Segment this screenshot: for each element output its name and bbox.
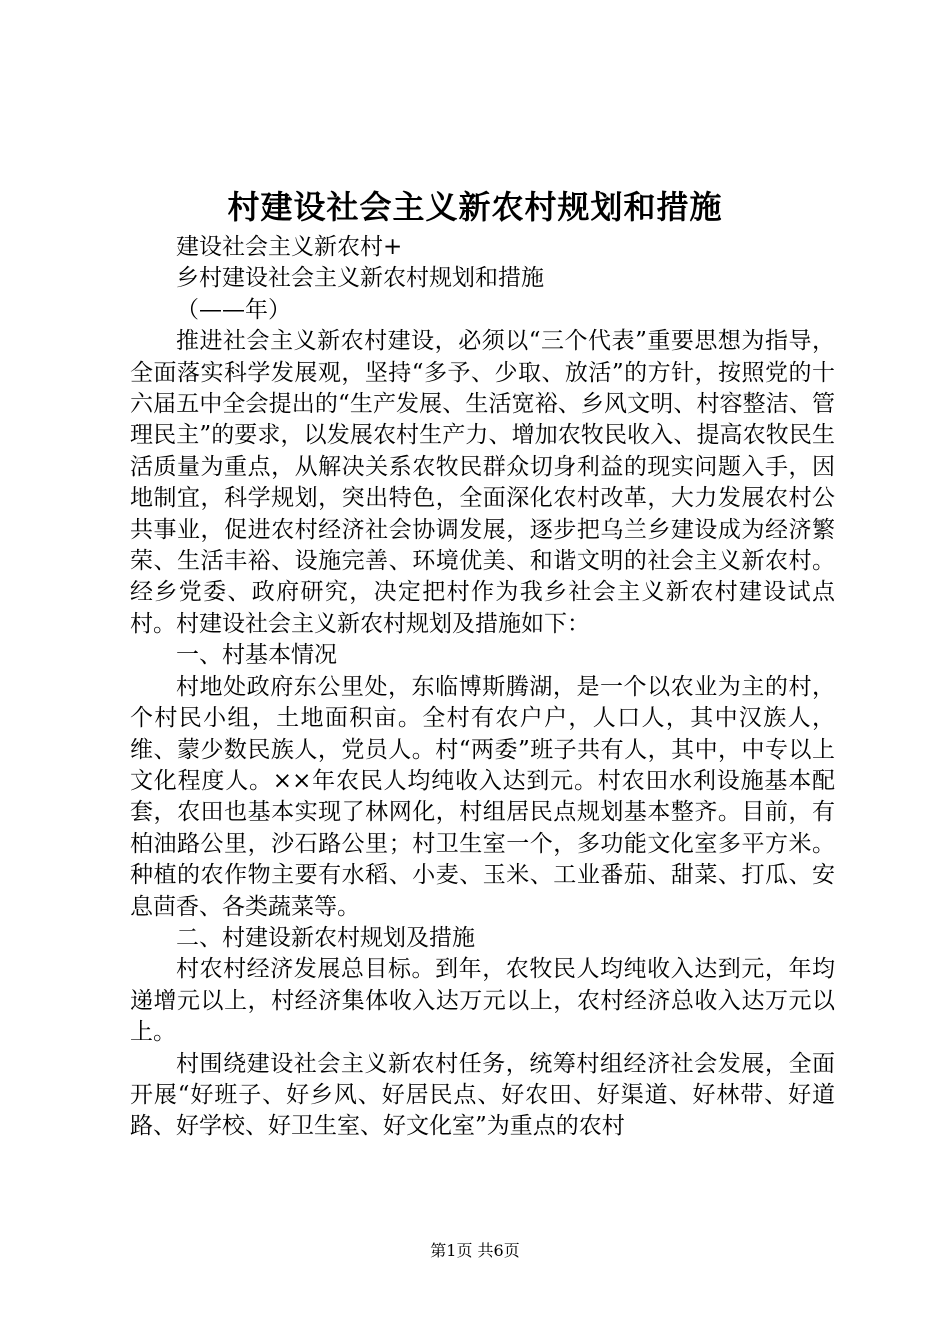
paragraph-tasks: 村围绕建设社会主义新农村任务，统筹村组经济社会发展，全面开展“好班子、好乡风、好居民点、好农田、好渠道、好林带、好道路、好学校、好卫生室、好文化室”为重点的农村 [130, 1050, 835, 1140]
page-footer: 第1页 共6页 [430, 1241, 520, 1260]
paragraph-subtitle-1: 建设社会主义新农村+ [176, 234, 403, 260]
section-heading-2: 二、村建设新农村规划及措施 [176, 924, 475, 951]
document-body [130, 232, 835, 1143]
paragraph-intro: 推进社会主义新农村建设，必须以“三个代表”重要思想为指导，全面落实科学发展观，坚持“多予、少取、放活”的方针，按照党的十六届五中全会提出的“生产发展、生活宽裕、乡风文明、村容整洁、管理民主”的要求，以发展农村生产力、增加农牧民收入、提高农牧民生活质量为重点，从解决关系农牧民群众切身利益的现实问题入手，因地制宜，科学规划，突出特色，全面深化农村改革，大力发展农村公共事业，促进农村经济社会协调发展，逐步把乌兰乡建设成为经济繁荣、生活丰裕、设施完善、环境优美、和谐文明的社会主义新农村。经乡党委、政府研究，决定把村作为我乡社会主义新农村建设试点村。村建设社会主义新农村规划及措施如下： [130, 328, 835, 637]
paragraph-year: （——年） [176, 296, 291, 323]
document-title: 村建设社会主义新农村规划和措施 [227, 188, 723, 226]
paragraph-subtitle-2: 乡村建设社会主义新农村规划和措施 [176, 265, 544, 292]
paragraph-basic-situation: 村地处政府东公里处，东临博斯腾湖，是一个以农业为主的村，个村民小组，土地面积亩。全村有农户户，人口人，其中汉族人，维、蒙少数民族人，党员人。村“两委”班子共有人，其中，中专以上文化程度人。××年农民人均纯收入达到元。村农田水利设施基本配套，农田也基本实现了林网化，村组居民点规划基本整齐。目前，有柏油路公里，沙石路公里；村卫生室一个，多功能文化室多平方米。种植的农作物主要有水稻、小麦、玉米、工业番茄、甜菜、打瓜、安息茴香、各类蔬菜等。 [130, 673, 835, 920]
section-heading-1: 一、村基本情况 [176, 642, 337, 669]
paragraph-goal: 村农村经济发展总目标。到年，农牧民人均纯收入达到元，年均递增元以上，村经济集体收入达万元以上，农村经济总收入达万元以上。 [130, 956, 835, 1046]
